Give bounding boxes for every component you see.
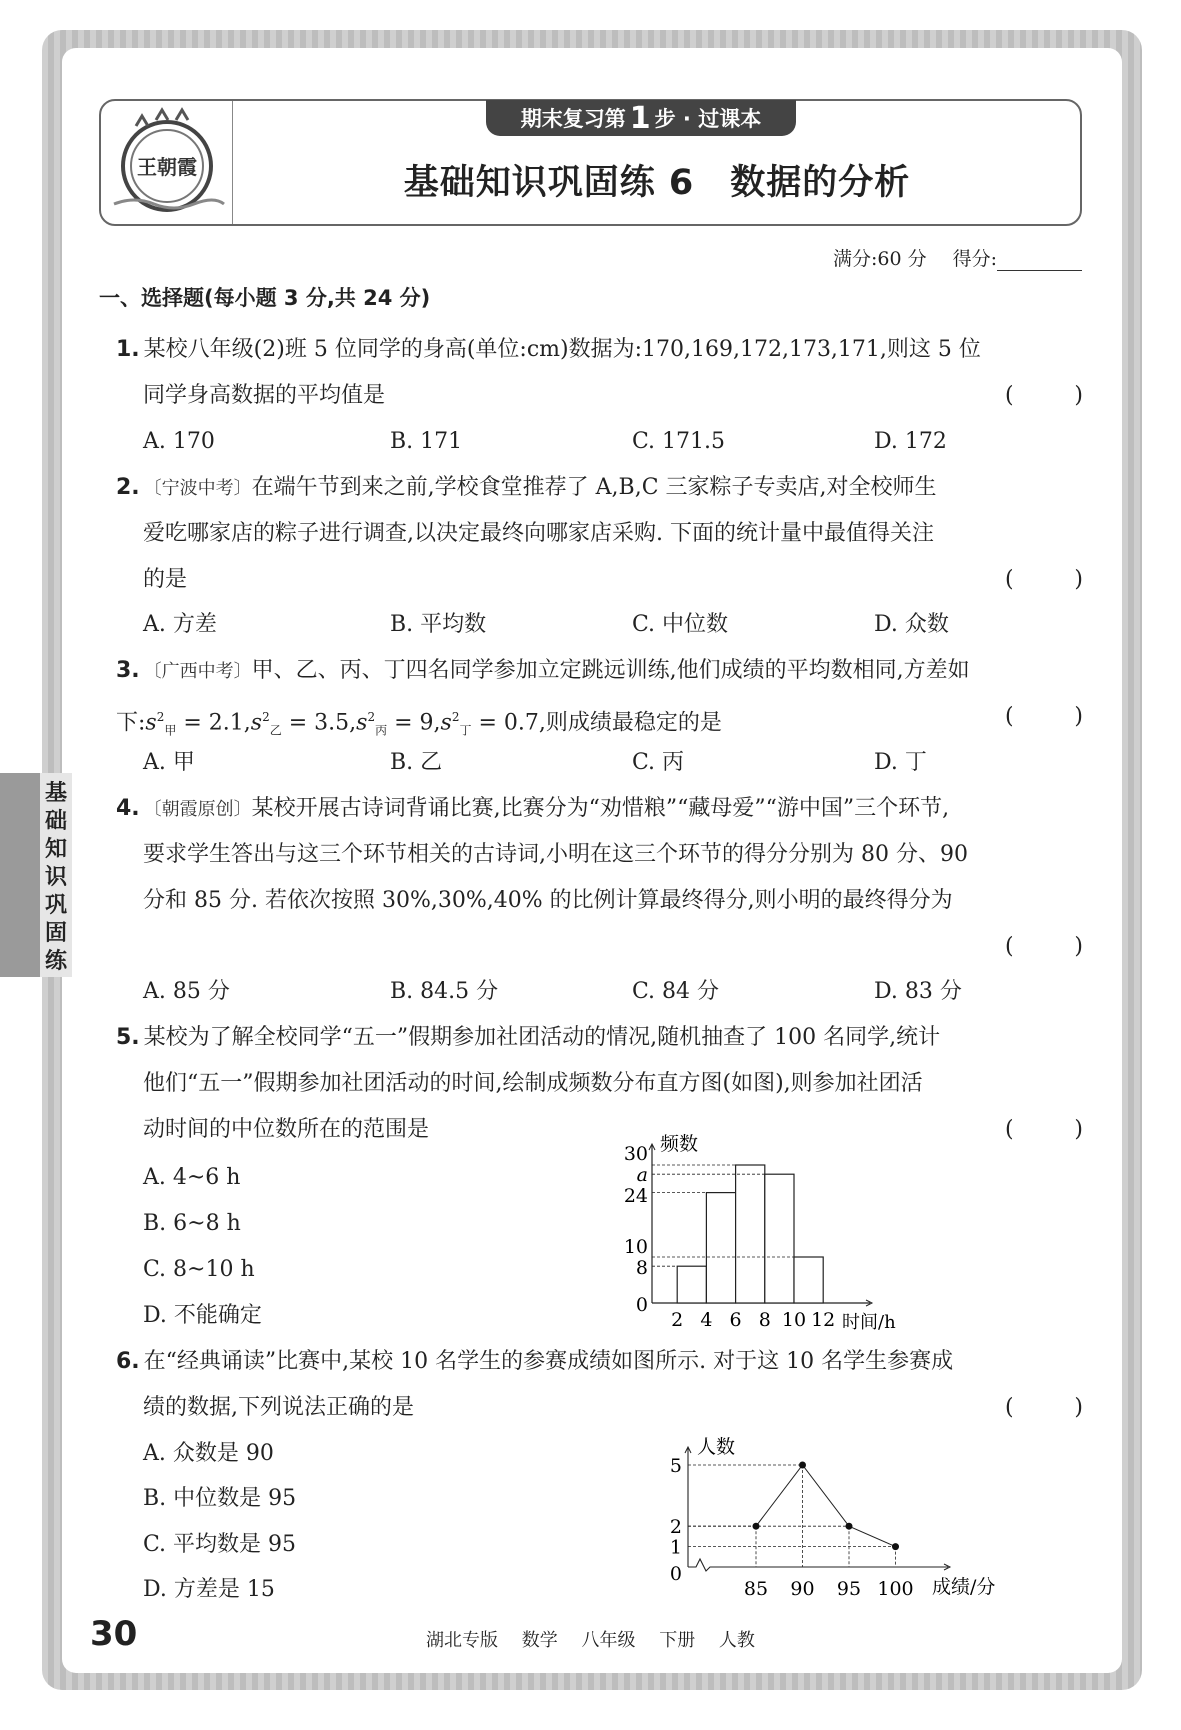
question-5: 5. 某校为了解全校同学“五一”假期参加社团活动的情况,随机抽查了 100 名同学,统计 [116, 1025, 941, 1050]
page-title: 基础知识巩固练 6 数据的分析 [403, 163, 911, 203]
side-tab-char: 知 [44, 837, 67, 862]
option-d: D. 不能确定 [143, 1303, 262, 1328]
question-text: 动时间的中位数所在的范围是 [143, 1117, 430, 1142]
option-d: D. 众数 [874, 612, 949, 637]
y-tick-label: 2 [669, 1516, 682, 1539]
question-text: 甲、乙、丙、丁四名同学参加立定跳远训练,他们成绩的平均数相同,方差如 [251, 658, 970, 683]
x-axis-label: 成绩/分 [932, 1576, 996, 1598]
option-d: D. 83 分 [874, 979, 962, 1004]
score-label: 得分: [952, 248, 997, 270]
question-source: 〔朝霞原创〕 [143, 799, 252, 820]
banner-text: 期末复习第 [520, 107, 626, 131]
option-c: C. 8~10 h [143, 1257, 255, 1282]
side-tab-char: 识 [44, 865, 67, 890]
option-b: B. 6~8 h [143, 1211, 241, 1236]
answer-bracket[interactable]: ( ) [1005, 383, 1083, 408]
question-text: 某校八年级(2)班 5 位同学的身高(单位:cm)数据为:170,169,172,173,171,则这 5 位 [143, 337, 981, 362]
x-tick-label: 90 [790, 1578, 815, 1600]
x-tick-label: 12 [811, 1309, 836, 1331]
x-tick-label: 8 [758, 1309, 771, 1331]
option-b: B. 平均数 [390, 612, 487, 637]
y-axis-label: 人数 [697, 1436, 736, 1458]
x-axis-with-break [688, 1559, 948, 1571]
question-text: 要求学生答出与这三个环节相关的古诗词,小明在这三个环节的得分分别为 80 分、90 [143, 842, 968, 867]
question-text: 下$:s^2_甲 = 2.1,s^2_乙 = 3.5,s^2_丙 = 9,s^2_丁 = 0.7$,则成绩最稳定的是 [116, 710, 722, 738]
side-tab-char: 基 [44, 781, 67, 806]
answer-bracket[interactable]: ( ) [1005, 934, 1083, 959]
banner-text: 步 · 过课本 [654, 107, 762, 131]
option-b: B. 中位数是 95 [143, 1486, 297, 1511]
option-c: C. 中位数 [632, 612, 729, 637]
x-tick-label: 6 [729, 1309, 742, 1331]
question-number: 1. [116, 337, 140, 362]
option-a: A. 众数是 90 [143, 1441, 274, 1466]
question-3: 3. 〔广西中考〕甲、乙、丙、丁四名同学参加立定跳远训练,他们成绩的平均数相同,方差如 [116, 658, 970, 683]
y-tick-label: 24 [623, 1185, 648, 1207]
question-text: 在“经典诵读”比赛中,某校 10 名学生的参赛成绩如图所示. 对于这 10 名学生参赛成 [143, 1349, 954, 1374]
y-tick-label: 30 [623, 1143, 648, 1165]
option-d: D. 方差是 15 [143, 1577, 275, 1602]
question-text: 分和 85 分. 若依次按照 30%,30%,40% 的比例计算最终得分,则小明的最终得分为 [143, 888, 953, 913]
option-b: B. 171 [390, 429, 463, 454]
option-b: B. 乙 [390, 750, 443, 775]
y-tick-label: 5 [669, 1455, 682, 1477]
question-text: 某校开展古诗词背诵比赛,比赛分为“劝惜粮”“藏母爱”“游中国”三个环节, [251, 796, 950, 821]
data-point [892, 1543, 899, 1550]
y-tick-label: 8 [635, 1257, 648, 1279]
question-text: 他们“五一”假期参加社团活动的时间,绘制成频数分布直方图(如图),则参加社团活 [143, 1071, 923, 1096]
x-tick-label: 4 [700, 1309, 713, 1331]
question-6: 6. 在“经典诵读”比赛中,某校 10 名学生的参赛成绩如图所示. 对于这 10 名学生参赛成 [116, 1349, 954, 1374]
page-number: 30 [90, 1614, 138, 1654]
question-2: 2. 〔宁波中考〕在端午节到来之前,学校食堂推荐了 A,B,C 三家粽子专卖店,对全校师生 [116, 475, 937, 500]
answer-bracket[interactable]: ( ) [1005, 704, 1083, 729]
x-axis-label: 时间/h [842, 1312, 896, 1333]
option-c: C. 84 分 [632, 979, 720, 1004]
side-tab-char: 巩 [44, 893, 67, 918]
question-text: 某校为了解全校同学“五一”假期参加社团活动的情况,随机抽查了 100 名同学,统计 [143, 1025, 941, 1050]
question-text: 同学身高数据的平均值是 [143, 383, 386, 408]
section-heading: 一、选择题(每小题 3 分,共 24 分) [99, 286, 431, 310]
option-a: A. 170 [143, 429, 215, 454]
side-tab-char: 固 [44, 921, 67, 946]
question-text: 在端午节到来之前,学校食堂推荐了 A,B,C 三家粽子专卖店,对全校师生 [251, 475, 937, 500]
side-tab-char: 础 [44, 809, 67, 834]
x-tick-label: 85 [743, 1578, 769, 1600]
banner-step-number: 1 [629, 100, 651, 136]
option-a: A. 方差 [143, 612, 217, 637]
question-text: 的是 [143, 567, 188, 592]
footer-text: 湖北专版 数学 八年级 下册 人教 [426, 1630, 755, 1651]
series-line [756, 1465, 896, 1547]
answer-bracket[interactable]: ( ) [1005, 1117, 1083, 1142]
x-tick-label: 10 [781, 1309, 807, 1331]
y-tick-label: a [636, 1164, 648, 1186]
question-4: 4. 〔朝霞原创〕某校开展古诗词背诵比赛,比赛分为“劝惜粮”“藏母爱”“游中国”三个环节, [116, 796, 950, 821]
question-source: 〔宁波中考〕 [143, 478, 252, 499]
x-tick-label: 2 [671, 1309, 684, 1331]
data-point [753, 1523, 760, 1530]
y-axis-label: 频数 [660, 1133, 699, 1155]
option-a: A. 甲 [143, 750, 195, 775]
x-tick-label: 95 [836, 1578, 862, 1600]
svg-text:王朝霞: 王朝霞 [137, 155, 197, 179]
option-a: A. 4~6 h [143, 1165, 241, 1190]
full-score: 满分:60 分 [832, 248, 927, 270]
y-tick-label: 1 [669, 1536, 682, 1559]
option-c: C. 171.5 [632, 429, 726, 454]
option-c: C. 平均数是 95 [143, 1532, 297, 1557]
y-tick-label: 0 [635, 1294, 648, 1316]
option-a: A. 85 分 [143, 979, 230, 1004]
x-tick-label: 100 [877, 1578, 914, 1600]
data-point [846, 1523, 853, 1530]
question-text: 爱吃哪家店的粽子进行调查,以决定最终向哪家店采购. 下面的统计量中最值得关注 [143, 521, 934, 546]
y-tick-label: 10 [623, 1236, 648, 1258]
answer-bracket[interactable]: ( ) [1005, 1395, 1083, 1420]
data-point [799, 1462, 806, 1469]
side-tab-char: 练 [44, 949, 67, 974]
answer-bracket[interactable]: ( ) [1005, 567, 1083, 592]
option-d: D. 172 [874, 429, 947, 454]
question-source: 〔广西中考〕 [143, 661, 252, 682]
option-c: C. 丙 [632, 750, 685, 775]
option-d: D. 丁 [874, 750, 927, 775]
option-b: B. 84.5 分 [390, 979, 499, 1004]
y-tick-label: 0 [669, 1563, 682, 1585]
question-text: 绩的数据,下列说法正确的是 [143, 1395, 414, 1420]
